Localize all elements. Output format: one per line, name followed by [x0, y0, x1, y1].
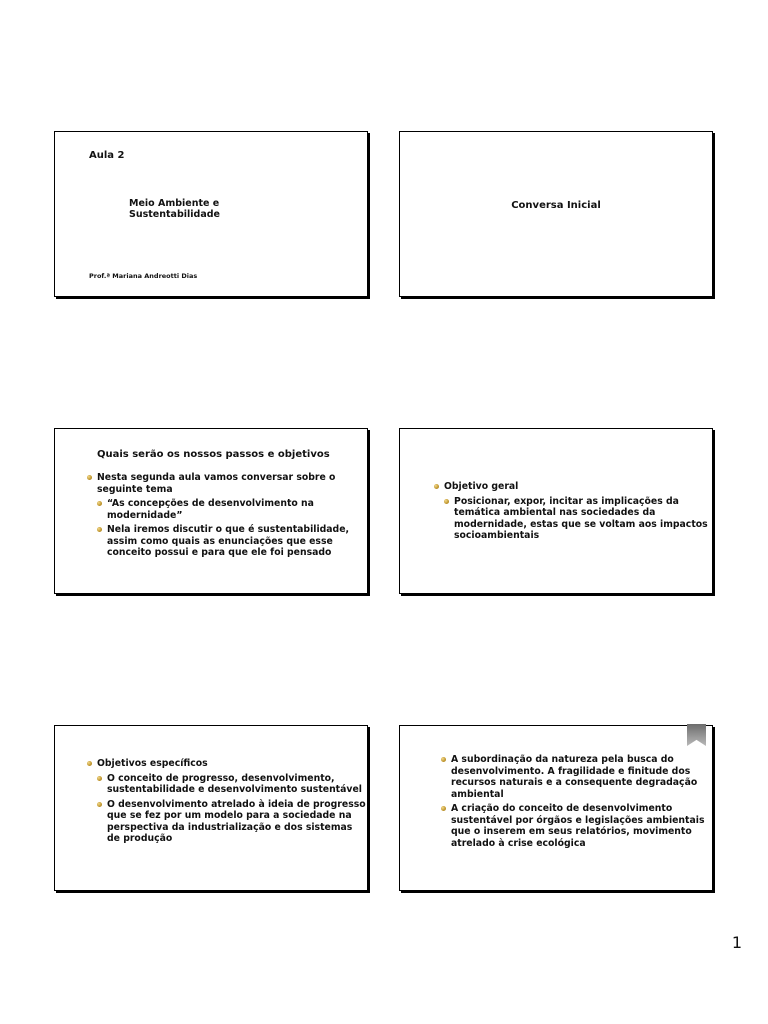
list-item: Nesta segunda aula vamos conversar sobre o seguinte tema [87, 472, 362, 495]
bookmark-ribbon-icon [687, 724, 706, 746]
list-item: A criação do conceito de desenvolvimento sustentável por órgãos e legislações ambientais que o inserem em seus relatórios, movimento atrelado à crise ecológica [441, 803, 711, 849]
slide-4 [399, 428, 713, 594]
slide-title: Conversa Inicial [511, 200, 601, 211]
list-item: Posicionar, expor, incitar as implicações da temática ambiental nas sociedades da modernidade, estas que se voltam aos impactos socioambientais [444, 496, 709, 542]
professor-name: Prof.ª Mariana Andreotti Dias [89, 272, 198, 280]
slide-6 [399, 725, 713, 891]
list-item: O desenvolvimento atrelado à ideia de progresso que se fez por um modelo para a sociedade na perspectiva da industrialização e dos sistemas de produção [97, 799, 367, 845]
lesson-label: Aula 2 [89, 150, 125, 161]
bullet-list [87, 758, 367, 848]
bullet-icon [87, 761, 92, 766]
bullet-list [441, 754, 711, 852]
list-item: A subordinação da natureza pela busca do desenvolvimento. A fragilidade e finitude dos recursos naturais e a consequente degradação ambiental [441, 754, 711, 800]
bullet-icon [434, 484, 439, 489]
list-item: O conceito de progresso, desenvolvimento, sustentabilidade e desenvolvimento sustentável [97, 773, 367, 796]
bullet-icon [444, 499, 449, 504]
list-item: Nela iremos discutir o que é sustentabilidade, assim como quais as enunciações que esse conceito possui e para que ele foi pensado [97, 524, 362, 559]
bullet-icon [441, 757, 446, 762]
slide-3 [54, 428, 368, 594]
slide-5 [54, 725, 368, 891]
bullet-icon [97, 527, 102, 532]
slide-2 [399, 131, 713, 297]
bullet-icon [441, 806, 446, 811]
list-item: “As concepções de desenvolvimento na modernidade” [97, 498, 362, 521]
slide-heading: Quais serão os nossos passos e objetivos [97, 449, 330, 460]
slide-title: Meio Ambiente e Sustentabilidade [129, 198, 220, 220]
bullet-icon [97, 501, 102, 506]
bullet-icon [87, 475, 92, 480]
slide-1 [54, 131, 368, 297]
list-item: Objetivos específicos [87, 758, 367, 770]
bullet-icon [97, 802, 102, 807]
bullet-icon [97, 776, 102, 781]
bullet-list [87, 472, 362, 562]
bullet-list [434, 481, 709, 545]
page-number: 1 [731, 933, 742, 952]
list-item: Objetivo geral [434, 481, 709, 493]
